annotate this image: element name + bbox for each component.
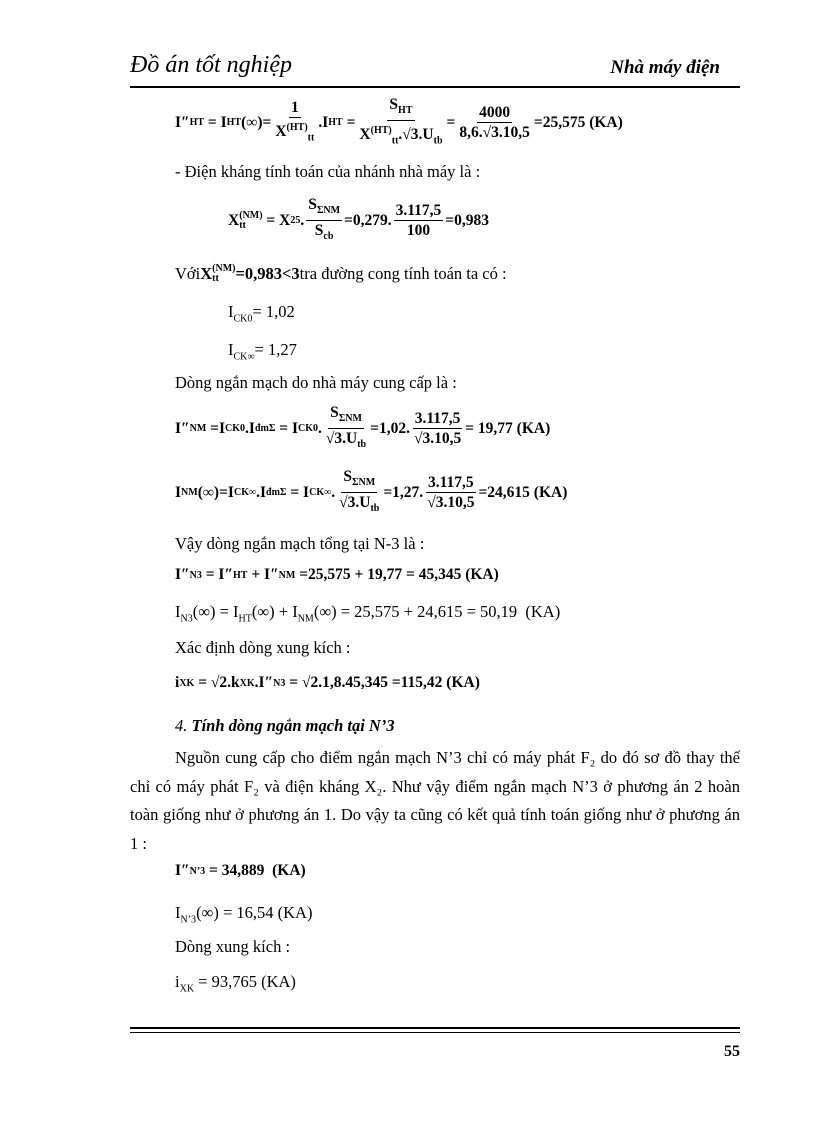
equation-xtt-nm: X (NM) tt = X 25 . $\frac{S_{\Sigma NM}}{S_{cb}}$ =0,279. $\frac{3.117,5}{100}$ =0,983 — [228, 196, 489, 243]
text-impulse-current: Dòng xung kích : — [175, 937, 291, 956]
text-plant-current-intro: Dòng ngắn mạch do nhà máy cung cấp là : — [175, 373, 457, 392]
text-reactance-intro: - Điện kháng tính toán của nhánh nhà máy là : — [175, 162, 481, 181]
footer-rule-thick — [130, 1027, 740, 1029]
text-total-current-intro: Vậy dòng ngắn mạch tổng tại N-3 là : — [175, 534, 425, 553]
ick0-value: $I_{CK0}= 1,02$ — [228, 302, 295, 325]
ickinf-value: $I_{CK\infty}= 1,27$ — [228, 340, 297, 363]
header-rule — [130, 86, 740, 88]
section-heading: 4. Tính dòng ngắn mạch tại N’3 — [175, 716, 395, 735]
page-number: 55 — [724, 1043, 740, 1060]
footer-rule-thin — [130, 1032, 740, 1033]
equation-in3-prime: I″ N’3 = 34,889 (KA) — [175, 862, 306, 879]
equation-iht: I″ HT = I HT (∞)= $\frac{1}{X^{(HT)}_{tt}}$ .I HT = $\frac{S_{HT}}{X^{(HT)}_{tt}.√3.U_{tb}}$ = $\frac{4000}{8,6.√3.10,5}$ =25,575 (KA) — [175, 96, 623, 147]
text-with-condition: Với X (NM) tt =0,983<3 tra đường cong tính toán ta có : — [175, 263, 507, 284]
in3-prime-inf-value: $I_{N’3}(\infty) = 16,54$ (KA) — [175, 903, 313, 926]
body-paragraph: Nguồn cung cấp cho điểm ngắn mạch N’3 chỉ có máy phát F₂ do đó sơ đồ thay thế chỉ có máy phát F₂ và điện kháng X₂. Như vậy điểm ngắn mạch N’3 ở phương án 2 hoàn toàn giống như ở phương án 1. Do vậy ta cũng có kết quả tính toán giống như ở phương án 1 : — [130, 748, 740, 853]
equation-in3-inf: $I_{N3}(\infty) = I_{HT}(\infty) + I_{NM}(\infty) = 25,575 + 24,615 = 50,19$ (KA) — [175, 602, 561, 625]
equation-ixk: i XK = √2.k XK .I″ N3 = √2.1,8.45,345 =115,42 (KA) — [175, 674, 480, 691]
header-right-title: Nhà máy điện — [610, 57, 720, 78]
equation-inm-inf: I NM (∞) =I CK∞ .I đmΣ = I CK∞ . $\frac{S_{\Sigma NM}}{√3.U_{tb}}$ =1,27. $\frac{3.117,5}{√3.10,5}$ =24,615 (KA) — [175, 468, 568, 515]
equation-inm: I″ NM =I CK0 .I đmΣ = I CK0 . $\frac{S_{\Sigma NM}}{√3.U_{tb}}$ =1,02. $\frac{3.117,5}{√3.10,5}$ = 19,77 (KA) — [175, 404, 551, 451]
equation-in3: I″ N3 = I″ HT + I″ NM =25,575 + 19,77 = 45,345 (KA) — [175, 566, 499, 583]
header-left-title: Đồ án tốt nghiệp — [130, 52, 292, 78]
ixk-value: $i_{XK} = 93,765$ (KA) — [175, 972, 296, 995]
text-impulse-intro: Xác định dòng xung kích : — [175, 638, 351, 657]
